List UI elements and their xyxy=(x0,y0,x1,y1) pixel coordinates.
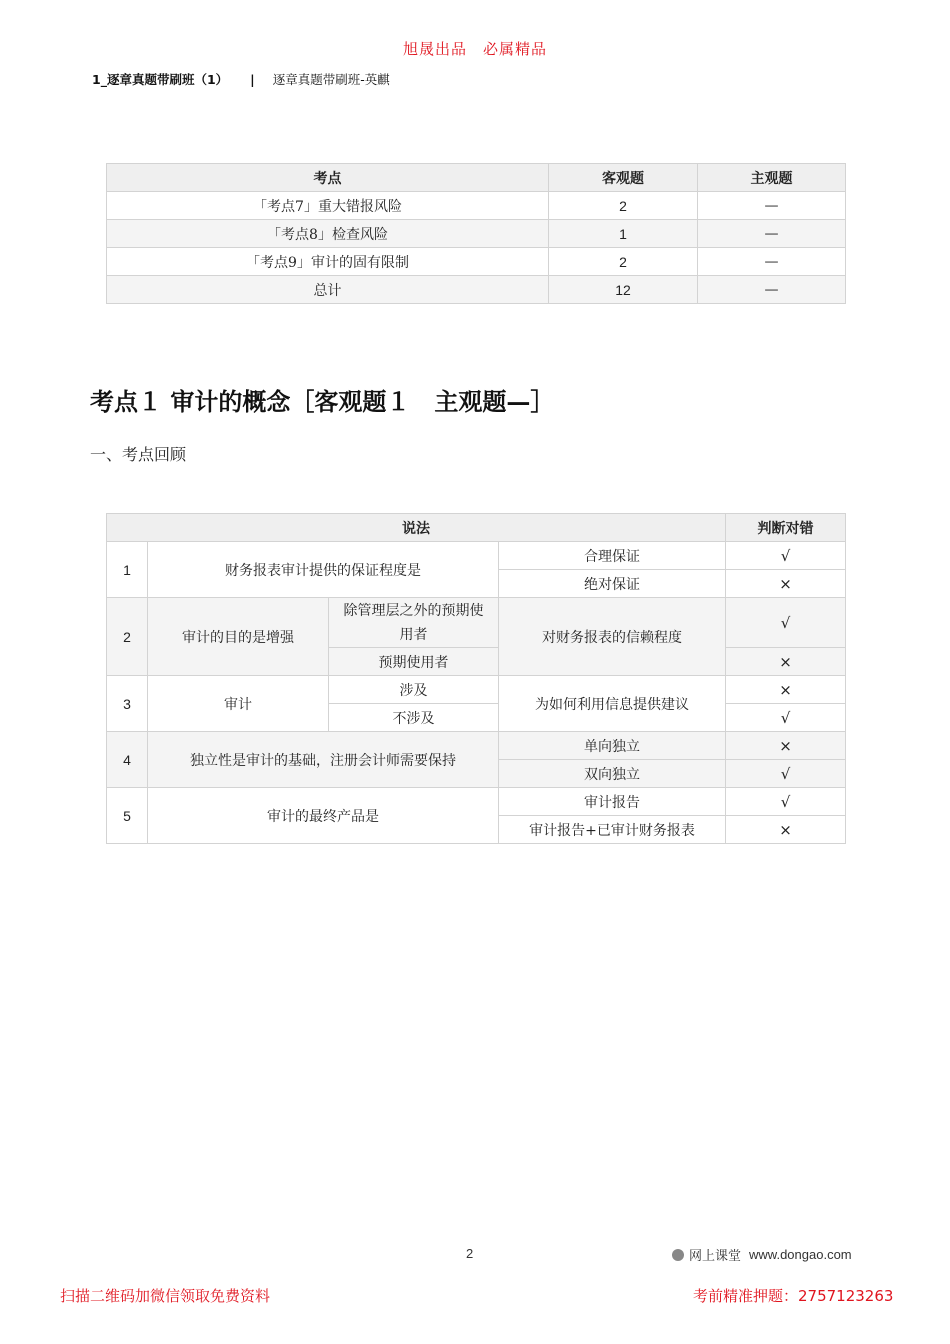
table-row xyxy=(107,732,846,760)
statement-cell: 审计的目的是增强 xyxy=(148,598,329,676)
row-number: 3 xyxy=(107,676,148,732)
course-title: 1_逐章真题带刷班（1） xyxy=(92,72,229,87)
brand-banner: 旭晟出品 必属精品 xyxy=(402,40,547,58)
review-table xyxy=(106,513,846,844)
cross-mark: × xyxy=(726,648,846,676)
check-mark: √ xyxy=(726,542,846,570)
topic-cell: 「考点9」审计的固有限制 xyxy=(107,248,549,276)
table-row xyxy=(107,192,846,220)
site-url: www.dongao.com xyxy=(749,1247,852,1262)
check-mark: √ xyxy=(726,598,846,648)
footer-brand xyxy=(672,1245,852,1264)
course-subtitle: 逐章真题带刷班-英麒 xyxy=(272,72,390,87)
column-header-statement: 说法 xyxy=(107,514,726,542)
table-header-row xyxy=(107,514,846,542)
subject-cell: 除管理层之外的预期使用者 xyxy=(329,598,499,648)
objective-count: 2 xyxy=(549,192,698,220)
table-row xyxy=(107,598,846,648)
check-mark: √ xyxy=(726,788,846,816)
column-header-judgement: 判断对错 xyxy=(726,514,846,542)
column-header-subjective: 主观题 xyxy=(698,164,846,192)
statement-cell: 审计的最终产品是 xyxy=(148,788,499,844)
running-header xyxy=(92,70,390,88)
check-mark: √ xyxy=(726,760,846,788)
table-row xyxy=(107,248,846,276)
statement-cell: 审计 xyxy=(148,676,329,732)
qr-promo-text: 扫描二维码加微信领取免费资料 xyxy=(60,1287,271,1305)
header-separator: | xyxy=(250,71,255,87)
subjective-count: — xyxy=(698,220,846,248)
dongao-logo-icon xyxy=(672,1249,684,1261)
subjective-total: — xyxy=(698,276,846,304)
row-number: 4 xyxy=(107,732,148,788)
row-number: 5 xyxy=(107,788,148,844)
subject-cell: 不涉及 xyxy=(329,704,499,732)
option-cell: 单向独立 xyxy=(499,732,726,760)
option-cell: 审计报告+已审计财务报表 xyxy=(499,816,726,844)
cross-mark: × xyxy=(726,732,846,760)
check-mark: √ xyxy=(726,704,846,732)
topic-cell: 「考点8」检查风险 xyxy=(107,220,549,248)
subject-cell: 涉及 xyxy=(329,676,499,704)
topic-cell: 「考点7」重大错报风险 xyxy=(107,192,549,220)
object-cell: 对财务报表的信赖程度 xyxy=(499,598,726,676)
objective-count: 1 xyxy=(549,220,698,248)
option-cell: 审计报告 xyxy=(499,788,726,816)
table-row xyxy=(107,676,846,704)
option-cell: 绝对保证 xyxy=(499,570,726,598)
cross-mark: × xyxy=(726,570,846,598)
statement-cell: 财务报表审计提供的保证程度是 xyxy=(148,542,499,598)
site-name: 网上课堂 xyxy=(689,1249,742,1264)
cross-mark: × xyxy=(726,676,846,704)
objective-total: 12 xyxy=(549,276,698,304)
row-number: 2 xyxy=(107,598,148,676)
object-cell: 为如何利用信息提供建议 xyxy=(499,676,726,732)
page-number: 2 xyxy=(466,1246,474,1261)
exam-promo-text: 考前精准押题：2757123263 xyxy=(693,1287,894,1305)
subjective-count: — xyxy=(698,192,846,220)
section-title: 考点１ 审计的概念［客观题１ 主观题—］ xyxy=(90,387,555,416)
subsection-heading: 一、考点回顾 xyxy=(90,445,187,464)
row-number: 1 xyxy=(107,542,148,598)
option-cell: 合理保证 xyxy=(499,542,726,570)
table-total-row xyxy=(107,276,846,304)
option-cell: 双向独立 xyxy=(499,760,726,788)
table-header-row xyxy=(107,164,846,192)
column-header-topic: 考点 xyxy=(107,164,549,192)
table-row xyxy=(107,220,846,248)
total-label: 总计 xyxy=(107,276,549,304)
summary-table xyxy=(106,163,846,304)
table-row xyxy=(107,542,846,570)
cross-mark: × xyxy=(726,816,846,844)
column-header-objective: 客观题 xyxy=(549,164,698,192)
subjective-count: — xyxy=(698,248,846,276)
statement-cell: 独立性是审计的基础，注册会计师需要保持 xyxy=(148,732,499,788)
subject-cell: 预期使用者 xyxy=(329,648,499,676)
table-row xyxy=(107,788,846,816)
objective-count: 2 xyxy=(549,248,698,276)
